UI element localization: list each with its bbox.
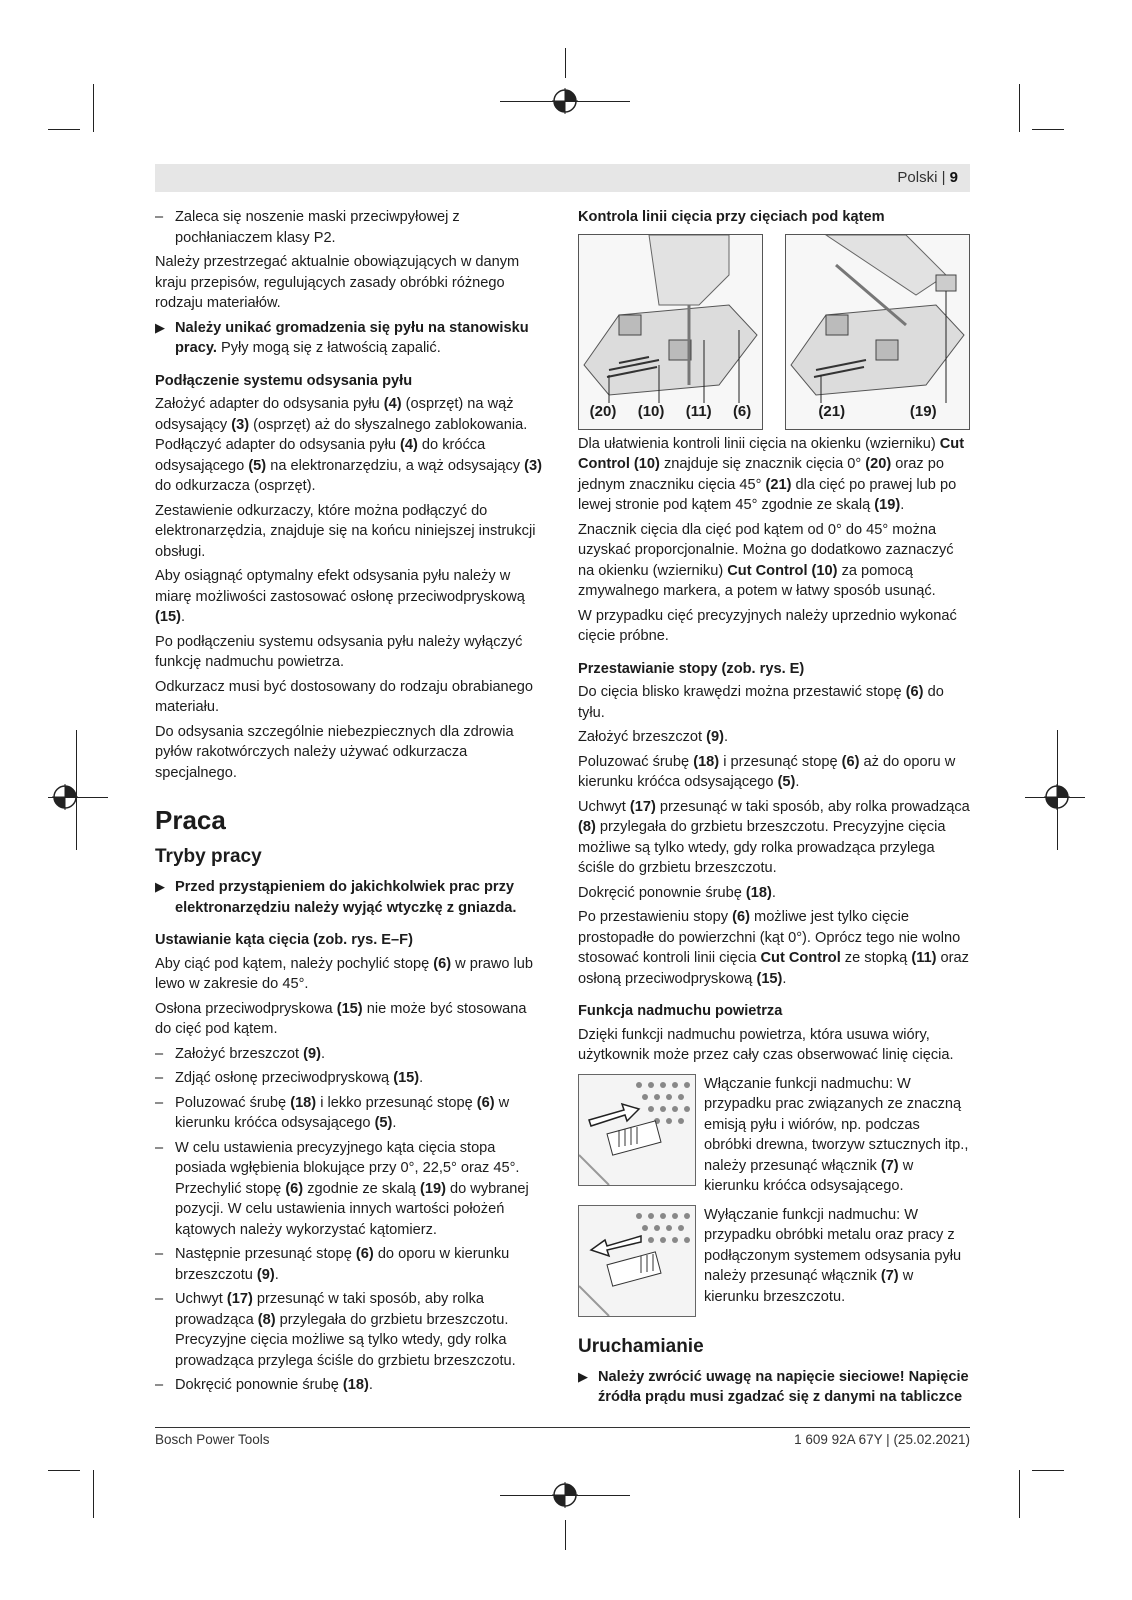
- section-heading: Kontrola linii cięcia przy cięciach pod kątem: [578, 209, 885, 225]
- figure-labels: [786, 402, 969, 423]
- page-header: [155, 164, 970, 192]
- list-item: – Uchwyt (17) przesunąć w taki sposób, aby rolka prowadząca (8) przylegała do grzbietu brzeszczotu. Precyzyjne cięcia możliwe są tylko wtedy, gdy rolka prowadząca przylega ściśle do grzbietu brzeszczotu.: [155, 1289, 545, 1371]
- paragraph: Dokręcić ponownie śrubę (18).: [578, 884, 776, 901]
- blower-off-text: Wyłączanie funkcji nadmuchu: W przypadku obróbki metalu oraz pracy z podłączonym systemem odsysania pyłu należy przesunąć włącznik (7) w kierunku brzeszczotu.: [704, 1206, 962, 1305]
- chapter-heading: Praca: [155, 805, 226, 835]
- triangle-bullet-icon: ▶: [155, 879, 165, 894]
- list-item: – Zaleca się noszenie maski przeciwpyłowej z pochłaniaczem klasy P2.: [155, 207, 545, 248]
- crop-mark: [1032, 1470, 1064, 1471]
- jigsaw-base-drawing: [579, 235, 763, 429]
- triangle-bullet-icon: ▶: [155, 319, 165, 335]
- section-heading: Przestawianie stopy (zob. rys. E): [578, 660, 805, 677]
- header-language: Polski: [897, 169, 938, 186]
- paragraph: Aby osiągnąć optymalny efekt odsysania pyłu należy w miarę możliwości zastosować osłonę przeciwodpryskową (15).: [155, 568, 525, 625]
- cut-control-figure-45deg: [785, 234, 970, 430]
- paragraph: Dzięki funkcji nadmuchu powietrza, która usuwa wióry, użytkownik może przez cały czas obserwować linię cięcia.: [578, 1026, 954, 1063]
- paragraph: Znacznik cięcia dla cięć pod kątem od 0° do 45° można uzyskać proporcjonalnie. Można go dodatkowo zaznaczyć na okienku (wzierniku) Cut Control (10) za pomocą zmywalnego markera, a potem w łatwy sposób usunąć.: [578, 521, 954, 599]
- cut-control-figure-0deg: [578, 234, 763, 430]
- paragraph: Dla ułatwienia kontroli linii cięcia na okienku (wzierniku) Cut Control (10) znajduje się znacznik cięcia 0° (20) oraz po jednym znaczniku cięcia 45° (21) dla cięć po prawej lub po lewej stronie pod kątem 45° zgodnie ze skalą (19).: [578, 435, 965, 513]
- figure-labels: [579, 402, 762, 423]
- section-heading: Funkcja nadmuchu powietrza: [578, 1003, 783, 1019]
- list-item: – Poluzować śrubę (18) i lekko przesunąć stopę (6) w kierunku króćca odsysającego (5).: [155, 1093, 545, 1134]
- warning-item: ▶ Należy unikać gromadzenia się pyłu na stanowisku pracy. Pyły mogą się z łatwością zapalić.: [155, 319, 529, 356]
- figure-label: (20): [589, 403, 617, 420]
- figure-label: (6): [732, 403, 752, 420]
- figure-row: [578, 234, 970, 430]
- footer-divider: [155, 1427, 970, 1428]
- left-column: [155, 207, 545, 1400]
- list-item: – Zdjąć osłonę przeciwodpryskową (15).: [155, 1068, 545, 1089]
- paragraph: W przypadku cięć precyzyjnych należy uprzednio wykonać cięcie próbne.: [578, 607, 957, 644]
- paragraph: Założyć brzeszczot (9).: [578, 729, 729, 745]
- subchapter-heading: Tryby pracy: [155, 846, 262, 867]
- switch-arrow-right-icon: [579, 1075, 695, 1185]
- paragraph: Osłona przeciwodpryskowa (15) nie może być stosowana do cięć pod kątem.: [155, 1000, 527, 1037]
- crop-mark: [48, 1470, 80, 1471]
- footer-doc-number: 1 609 92A 67Y | (25.02.2021): [794, 1432, 970, 1447]
- right-column: [578, 207, 970, 1416]
- crop-mark: [1032, 129, 1064, 130]
- registration-mark-icon: [1044, 784, 1070, 810]
- blower-off-block: [578, 1205, 970, 1317]
- blower-on-figure: [578, 1074, 696, 1186]
- figure-label: (11): [685, 403, 712, 420]
- triangle-bullet-icon: ▶: [578, 1368, 588, 1384]
- footer-brand: Bosch Power Tools: [155, 1432, 270, 1447]
- crop-mark: [48, 129, 80, 130]
- registration-mark-icon: [52, 784, 78, 810]
- list-item: – Dokręcić ponownie śrubę (18).: [155, 1375, 545, 1396]
- crop-mark: [1019, 1470, 1020, 1518]
- paragraph: Do cięcia blisko krawędzi można przestawić stopę (6) do tyłu.: [578, 684, 944, 721]
- section-heading: Ustawianie kąta cięcia (zob. rys. E–F): [155, 932, 413, 948]
- list-item: – Założyć brzeszczot (9).: [155, 1044, 545, 1065]
- crop-mark: [93, 84, 94, 132]
- section-heading: Podłączenie systemu odsysania pyłu: [155, 372, 413, 389]
- paragraph: Założyć adapter do odsysania pyłu (4) (osprzęt) na wąż odsysający (3) (osprzęt) aż do słyszalnego zablokowania. Podłączyć adapter do odsysania pyłu (4) do króćca odsysającego (5) na elektronarzędziu, a wąż odsysający (3) do odkurzacza (osprzęt).: [155, 396, 542, 494]
- paragraph: Aby ciąć pod kątem, należy pochylić stopę (6) w prawo lub lewo w zakresie do 45°.: [155, 955, 534, 992]
- registration-mark-icon: [552, 1482, 578, 1508]
- warning-item: ▶ Przed przystąpieniem do jakichkolwiek prac przy elektronarzędziu należy wyjąć wtyczkę z gniazda.: [155, 879, 517, 916]
- switch-arrow-left-icon: [579, 1206, 695, 1316]
- crop-mark: [565, 1520, 566, 1550]
- list-item: – W celu ustawienia precyzyjnego kąta cięcia stopa posiada wgłębienia blokujące przy 0°, 22,5° oraz 45°. Przechylić stopę (6) zgodnie ze skalą (19) do wybranej pozycji. W celu ustawienia innych wartości położeń kątowych należy wykorzystać kątomierz.: [155, 1138, 545, 1241]
- figure-label: (19): [909, 403, 937, 420]
- header-text: [897, 169, 958, 186]
- crop-mark: [93, 1470, 94, 1518]
- blower-on-text: Włączanie funkcji nadmuchu: W przypadku prac związanych ze znaczną emisją pyłu i wiórów, np. podczas obróbki drewna, tworzyw sztucznych itp., należy przesunąć włącznik (7) w kierunku króćca odsysającego.: [704, 1075, 969, 1194]
- paragraph: Zestawienie odkurzaczy, które można podłączyć do elektronarzędzia, znajduje się na końcu niniejszej instrukcji obsługi.: [155, 502, 536, 560]
- page-number: 9: [949, 169, 958, 186]
- registration-mark-icon: [552, 88, 578, 114]
- figure-label: (10): [637, 403, 665, 420]
- paragraph: Po podłączeniu systemu odsysania pyłu należy wyłączyć funkcję nadmuchu powietrza.: [155, 633, 523, 670]
- paragraph: Odkurzacz musi być dostosowany do rodzaju obrabianego materiału.: [155, 678, 534, 715]
- paragraph: Należy przestrzegać aktualnie obowiązujących w danym kraju przepisów, regulujących zasady obróbki różnego rodzaju materiałów.: [155, 254, 520, 311]
- paragraph: Uchwyt (17) przesunąć w taki sposób, aby rolka prowadząca (8) przylegała do grzbietu brzeszczotu. Precyzyjne cięcia możliwe są tylko wtedy, gdy rolka prowadząca przylega ściśle do grzbietu brzeszczotu.: [578, 798, 970, 876]
- blower-off-figure: [578, 1205, 696, 1317]
- paragraph: Do odsysania szczególnie niebezpiecznych dla zdrowia pyłów rakotwórczych należy używać odkurzacza specjalnego.: [155, 723, 514, 781]
- figure-label: (21): [818, 403, 846, 420]
- crop-mark: [1019, 84, 1020, 132]
- warning-item: ▶ Należy zwrócić uwagę na napięcie sieciowe! Napięcie źródła prądu musi zgadzać się z danymi na tabliczce: [578, 1368, 969, 1405]
- header-separator: |: [941, 169, 946, 186]
- blower-on-block: [578, 1074, 970, 1197]
- jigsaw-base-drawing: [786, 235, 970, 429]
- list-item: – Następnie przesunąć stopę (6) do oporu w kierunku brzeszczotu (9).: [155, 1244, 545, 1285]
- paragraph: Poluzować śrubę (18) i przesunąć stopę (6) aż do oporu w kierunku króćca odsysającego (5).: [578, 753, 956, 790]
- crop-mark: [565, 48, 566, 78]
- subchapter-heading: Uruchamianie: [578, 1335, 704, 1357]
- paragraph: Po przestawieniu stopy (6) możliwe jest tylko cięcie prostopadłe do powierzchni (kąt 0°). Oprócz tego nie wolno stosować kontroli linii cięcia Cut Control ze stopką (11) oraz osłoną przeciwodpryskową (15).: [578, 909, 969, 987]
